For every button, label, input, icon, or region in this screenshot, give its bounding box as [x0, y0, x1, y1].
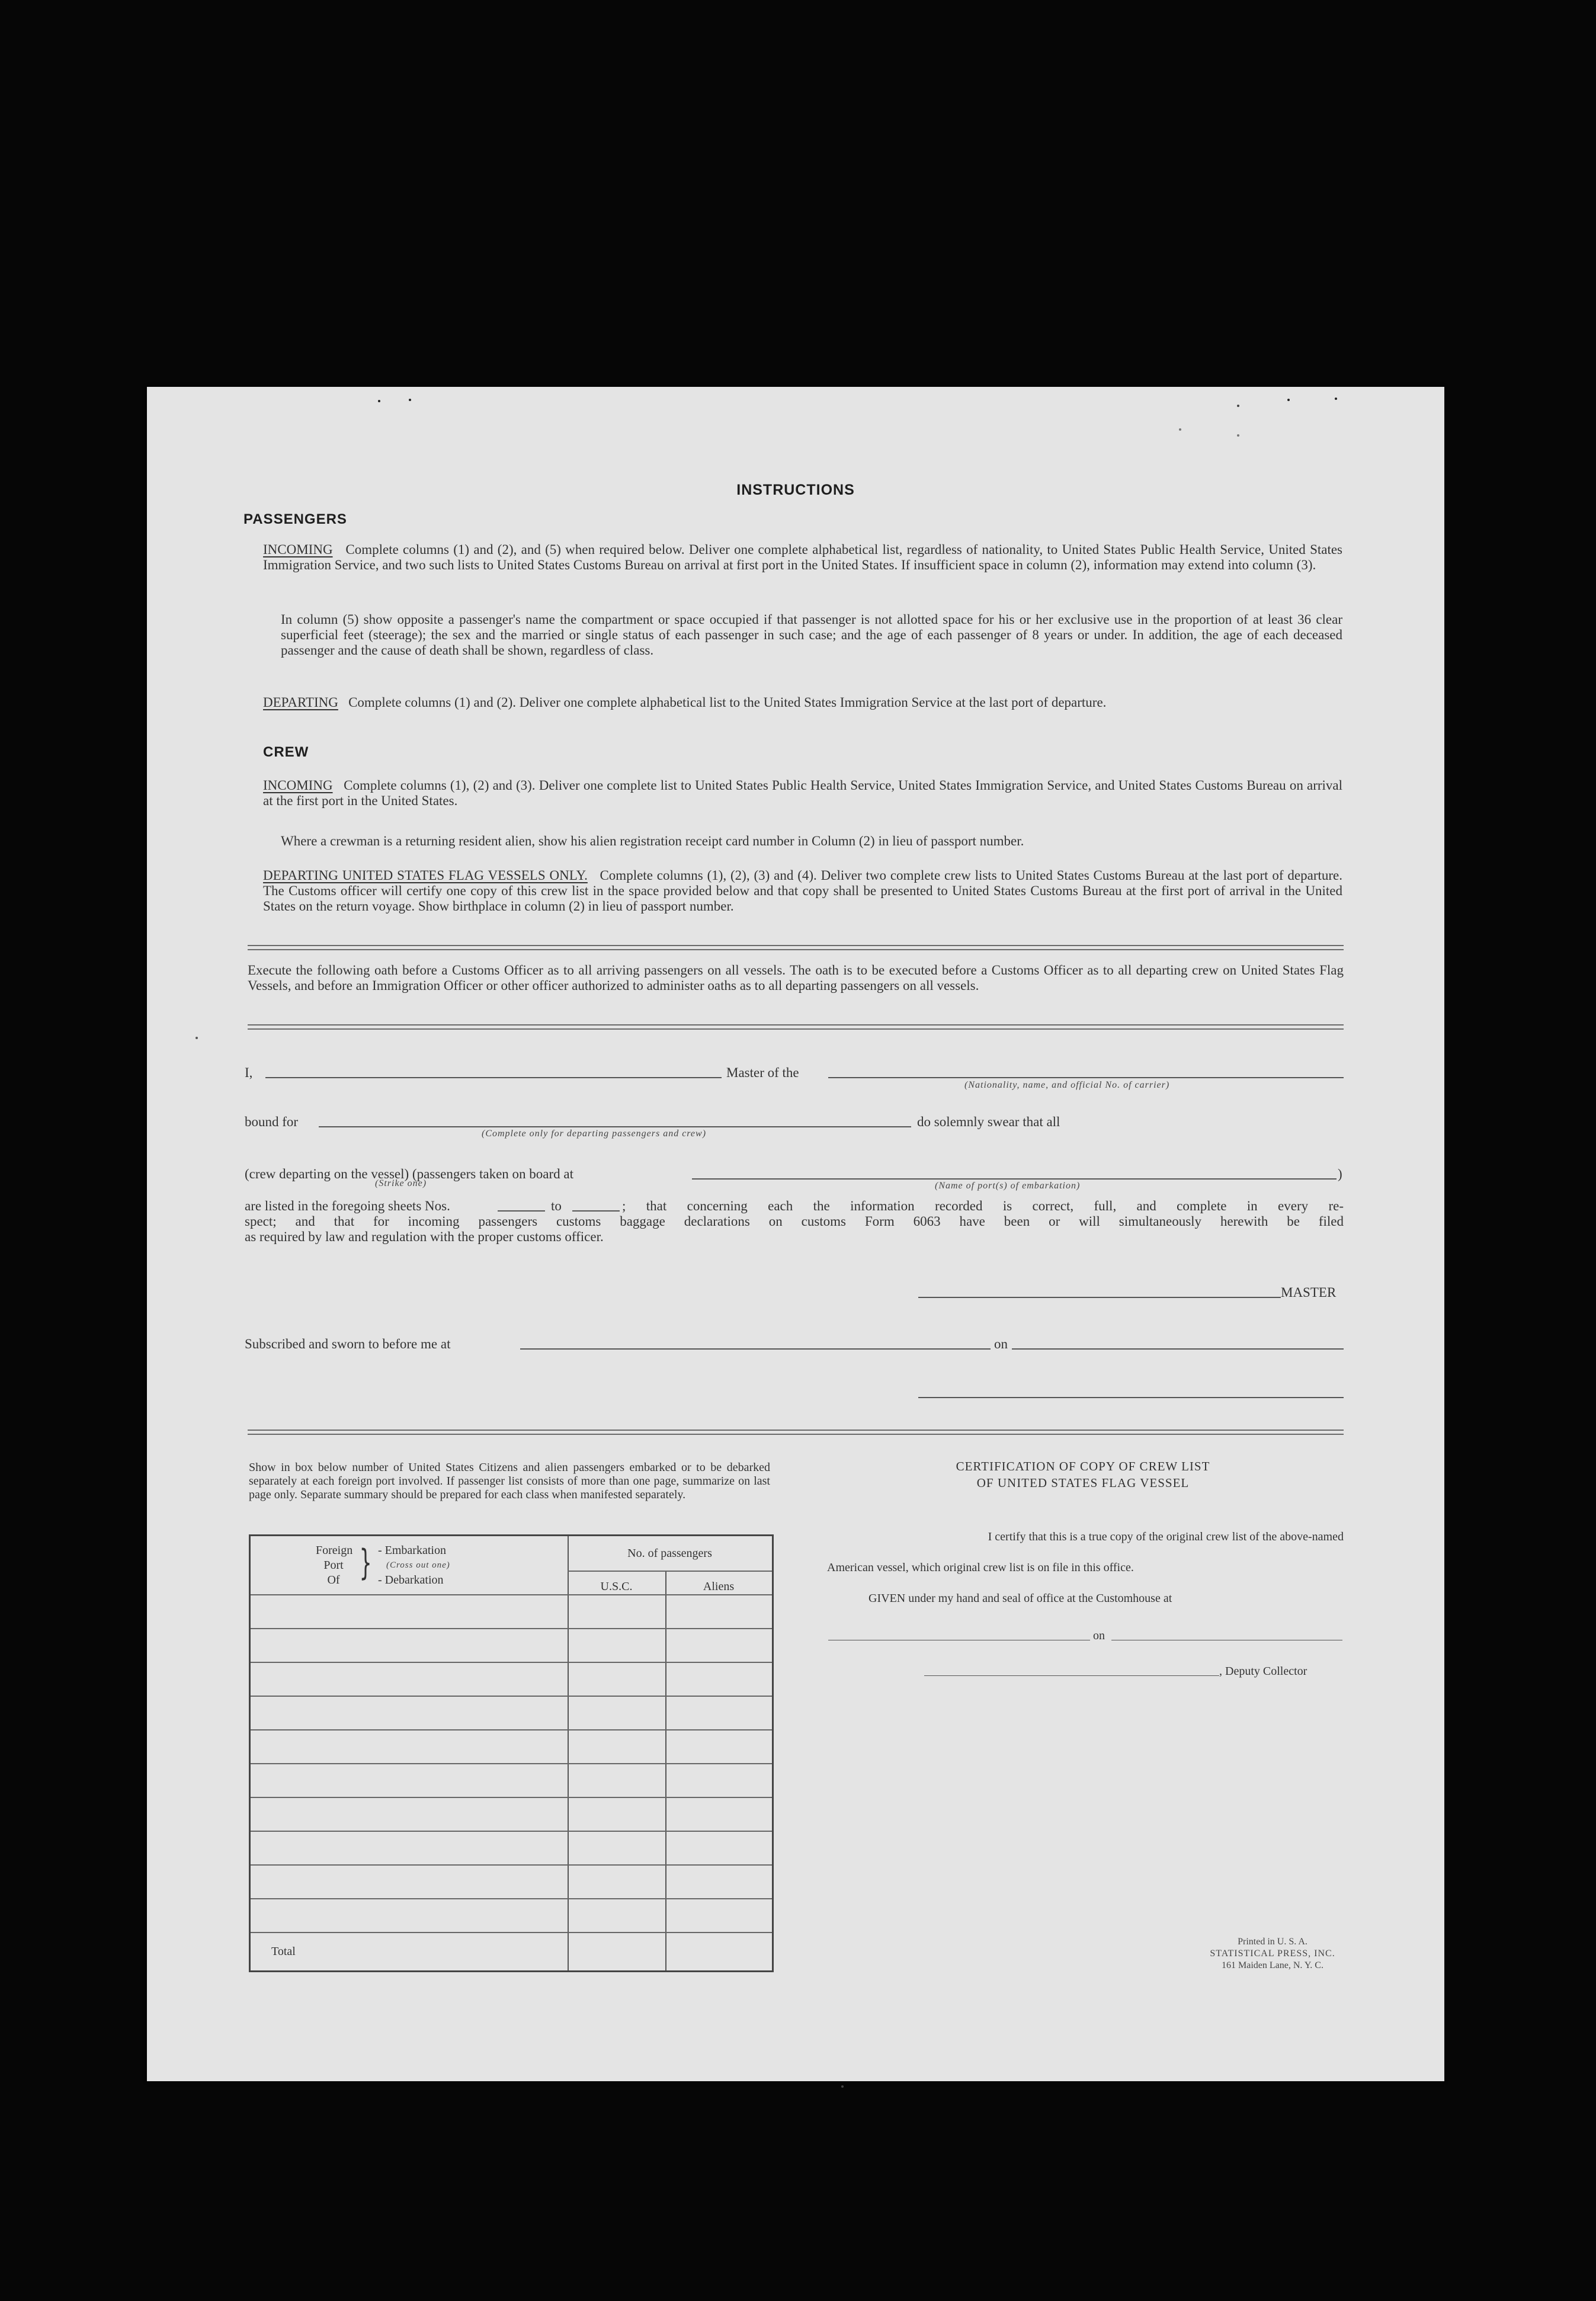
no-passengers-label: No. of passengers [627, 1547, 712, 1560]
printer-line-3: 161 Maiden Lane, N. Y. C. [1222, 1960, 1323, 1970]
crew-heading: CREW [263, 744, 309, 760]
table-header-divider [568, 1571, 772, 1572]
incoming-label: INCOMING [263, 542, 333, 557]
master-label: MASTER [1281, 1285, 1337, 1300]
table-row [251, 1594, 772, 1595]
speck [841, 2085, 844, 2088]
summary-instructions: Show in box below number of United States Citizens and alien passengers embarked or to be debarked separately at each foreign port involved. If passenger list consists of more than one page, summarize on last page only. Separate summary should be prepared for each class when manifested separately. [249, 1461, 770, 1501]
master-signature-field[interactable] [918, 1297, 1281, 1298]
foreign-label: Foreign [316, 1544, 353, 1557]
subscribed-label: Subscribed and sworn to before me at [245, 1337, 451, 1351]
crew-passengers-label: (crew departing on the vessel) (passengers taken on board at [245, 1166, 573, 1181]
of-label: Of [327, 1573, 340, 1587]
sworn-on-label: on [994, 1337, 1008, 1351]
officer-signature-field[interactable] [918, 1397, 1344, 1398]
printer-line-2: STATISTICAL PRESS, INC. [1210, 1949, 1335, 1959]
bound-for-field[interactable] [319, 1126, 911, 1127]
form-sheet [147, 387, 1444, 2081]
deputy-collector-label: , Deputy Collector [1219, 1665, 1307, 1678]
speck [378, 400, 380, 402]
passengers-heading: PASSENGERS [243, 511, 347, 527]
certification-on-label: on [1093, 1629, 1105, 1642]
aliens-label: Aliens [703, 1580, 735, 1593]
speck [1237, 405, 1239, 407]
divider [248, 945, 1344, 950]
column5-paragraph: In column (5) show opposite a passenger's name the compartment or space occupied if that passenger is not allotted space for his or her exclusive use in the proportion of at least 36 clear superficial feet (steerage); the sex and the married or single status of each passenger in such case; and the age of each passenger of 8 years or under. In addition, the age of each deceased passenger and the cause of death shall be shown, regardless of class. [281, 612, 1342, 658]
speck [1179, 428, 1181, 431]
certification-given: GIVEN under my hand and seal of office at the Customhouse at [868, 1592, 1172, 1605]
ports-caption: (Name of port(s) of embarkation) [935, 1181, 1081, 1191]
embark-debark-label [378, 1543, 450, 1588]
table-row [251, 1662, 772, 1663]
swear-label: do solemnly swear that all [917, 1114, 1060, 1129]
listed-text-2: spect; and that for incoming passengers customs baggage declarations on customs Form 6063 have been or will simultaneously herewith be filed [245, 1214, 1344, 1229]
foreign-port-label [316, 1543, 351, 1588]
listed-label: are listed in the foregoing sheets Nos. [245, 1198, 450, 1213]
crew-departing-label: DEPARTING UNITED STATES FLAG VESSELS ONLY. [263, 868, 588, 883]
crew-incoming-label: INCOMING [263, 778, 333, 793]
crewman-paragraph: Where a crewman is a returning resident alien, show his alien registration receipt card number in Column (2) in lieu of passport number. [281, 834, 1024, 848]
oath-intro: Execute the following oath before a Customs Officer as to all arriving passengers on all vessels. The oath is to be executed before a Customs Officer as to all departing crew on United States Flag Vessels, and before an Immigration Officer or other officer authorized to administer oaths as to all departing passengers on all vessels. [248, 963, 1344, 993]
certification-title-line-1: CERTIFICATION OF COPY OF CREW LIST [956, 1459, 1210, 1473]
carrier-caption: (Nationality, name, and official No. of carrier) [964, 1080, 1170, 1090]
speck [409, 399, 411, 401]
total-label: Total [271, 1945, 296, 1958]
incoming-text: Complete columns (1) and (2), and (5) when required below. Deliver one complete alphabetical list, regardless of nationality, to United States Public Health Service, United States Immigration Service, and two such lists to United States Customs Bureau on arrival at first port in the United States. If insufficient space in column (2), information may extend into column (3). [263, 542, 1343, 572]
cross-out-caption: (Cross out one) [386, 1560, 450, 1570]
listed-text-3: as required by law and regulation with the proper customs officer. [245, 1229, 604, 1244]
brace-icon: } [359, 1542, 372, 1584]
certification-text-2: American vessel, which original crew list is on file in this office. [827, 1561, 1134, 1574]
close-paren: ) [1338, 1166, 1342, 1181]
speck [196, 1037, 198, 1039]
speck [1335, 398, 1337, 400]
table-row [251, 1797, 772, 1798]
certification-title-line-2: OF UNITED STATES FLAG VESSEL [976, 1476, 1190, 1490]
table-row [251, 1696, 772, 1697]
complete-only-caption: (Complete only for departing passengers and crew) [482, 1129, 707, 1139]
master-name-field[interactable] [265, 1077, 722, 1078]
embarkation-ports-field[interactable] [692, 1178, 1337, 1180]
sworn-date-field[interactable] [1012, 1348, 1344, 1350]
bound-for-label: bound for [245, 1114, 299, 1129]
port-label: Port [323, 1559, 344, 1572]
table-row [251, 1864, 772, 1866]
crew-departing-paragraph [263, 868, 1342, 914]
deputy-signature-field[interactable] [924, 1675, 1219, 1676]
sheet-from-field[interactable] [498, 1210, 545, 1212]
divider [248, 1024, 1344, 1030]
table-row [251, 1763, 772, 1764]
sworn-place-field[interactable] [520, 1348, 991, 1350]
oath-i-label: I, [245, 1065, 253, 1080]
certification-text-1: I certify that this is a true copy of the original crew list of the above-named [988, 1530, 1344, 1543]
master-of-label: Master of the [726, 1065, 799, 1080]
strike-caption: (Strike one) [375, 1178, 427, 1188]
usc-label: U.S.C. [600, 1580, 633, 1593]
table-row [251, 1898, 772, 1899]
printer-imprint [1154, 1936, 1391, 1972]
sheet-to-field[interactable] [572, 1210, 620, 1212]
printer-line-1: Printed in U. S. A. [1238, 1937, 1307, 1947]
debarkation-label: - Debarkation [378, 1573, 444, 1587]
listed-text-1: ; that concerning each the information recorded is correct, full, and complete in every re- [622, 1198, 1344, 1213]
divider [248, 1430, 1344, 1435]
passengers-incoming-paragraph [263, 542, 1342, 573]
crew-incoming-text: Complete columns (1), (2) and (3). Deliver one complete list to United States Public Health Service, United States Immigration Service, and United States Customs Bureau on arrival at the first port in the United States. [263, 778, 1343, 808]
table-row [251, 1729, 772, 1730]
crew-departing-text: Complete columns (1), (2), (3) and (4). Deliver two complete crew lists to United States Customs Bureau at the last port of departure. The Customs officer will certify one copy of this crew list in the space provided below and that copy shall be presented to United States Customs Bureau at the first port of arrival in the United States on the return voyage. Show birthplace in column (2) in lieu of passport number. [263, 868, 1342, 914]
table-row [251, 1628, 772, 1629]
table-row [251, 1831, 772, 1832]
departing-text: Complete columns (1) and (2). Deliver one complete alphabetical list to the United States Immigration Service at the last port of departure. [348, 695, 1107, 710]
table-column-divider [568, 1536, 569, 1970]
table-column-divider [665, 1571, 666, 1970]
certification-title [822, 1458, 1344, 1491]
table-row [251, 1932, 772, 1933]
speck [1287, 399, 1290, 401]
crew-incoming-paragraph [263, 778, 1342, 809]
departing-label: DEPARTING [263, 695, 338, 710]
to-label: to [551, 1198, 562, 1213]
passenger-summary-table [249, 1534, 774, 1972]
instructions-title: INSTRUCTIONS [736, 482, 855, 498]
carrier-field[interactable] [828, 1077, 1344, 1078]
speck [1237, 434, 1239, 437]
passengers-departing-paragraph [263, 695, 1342, 710]
embarkation-label: - Embarkation [378, 1544, 446, 1557]
